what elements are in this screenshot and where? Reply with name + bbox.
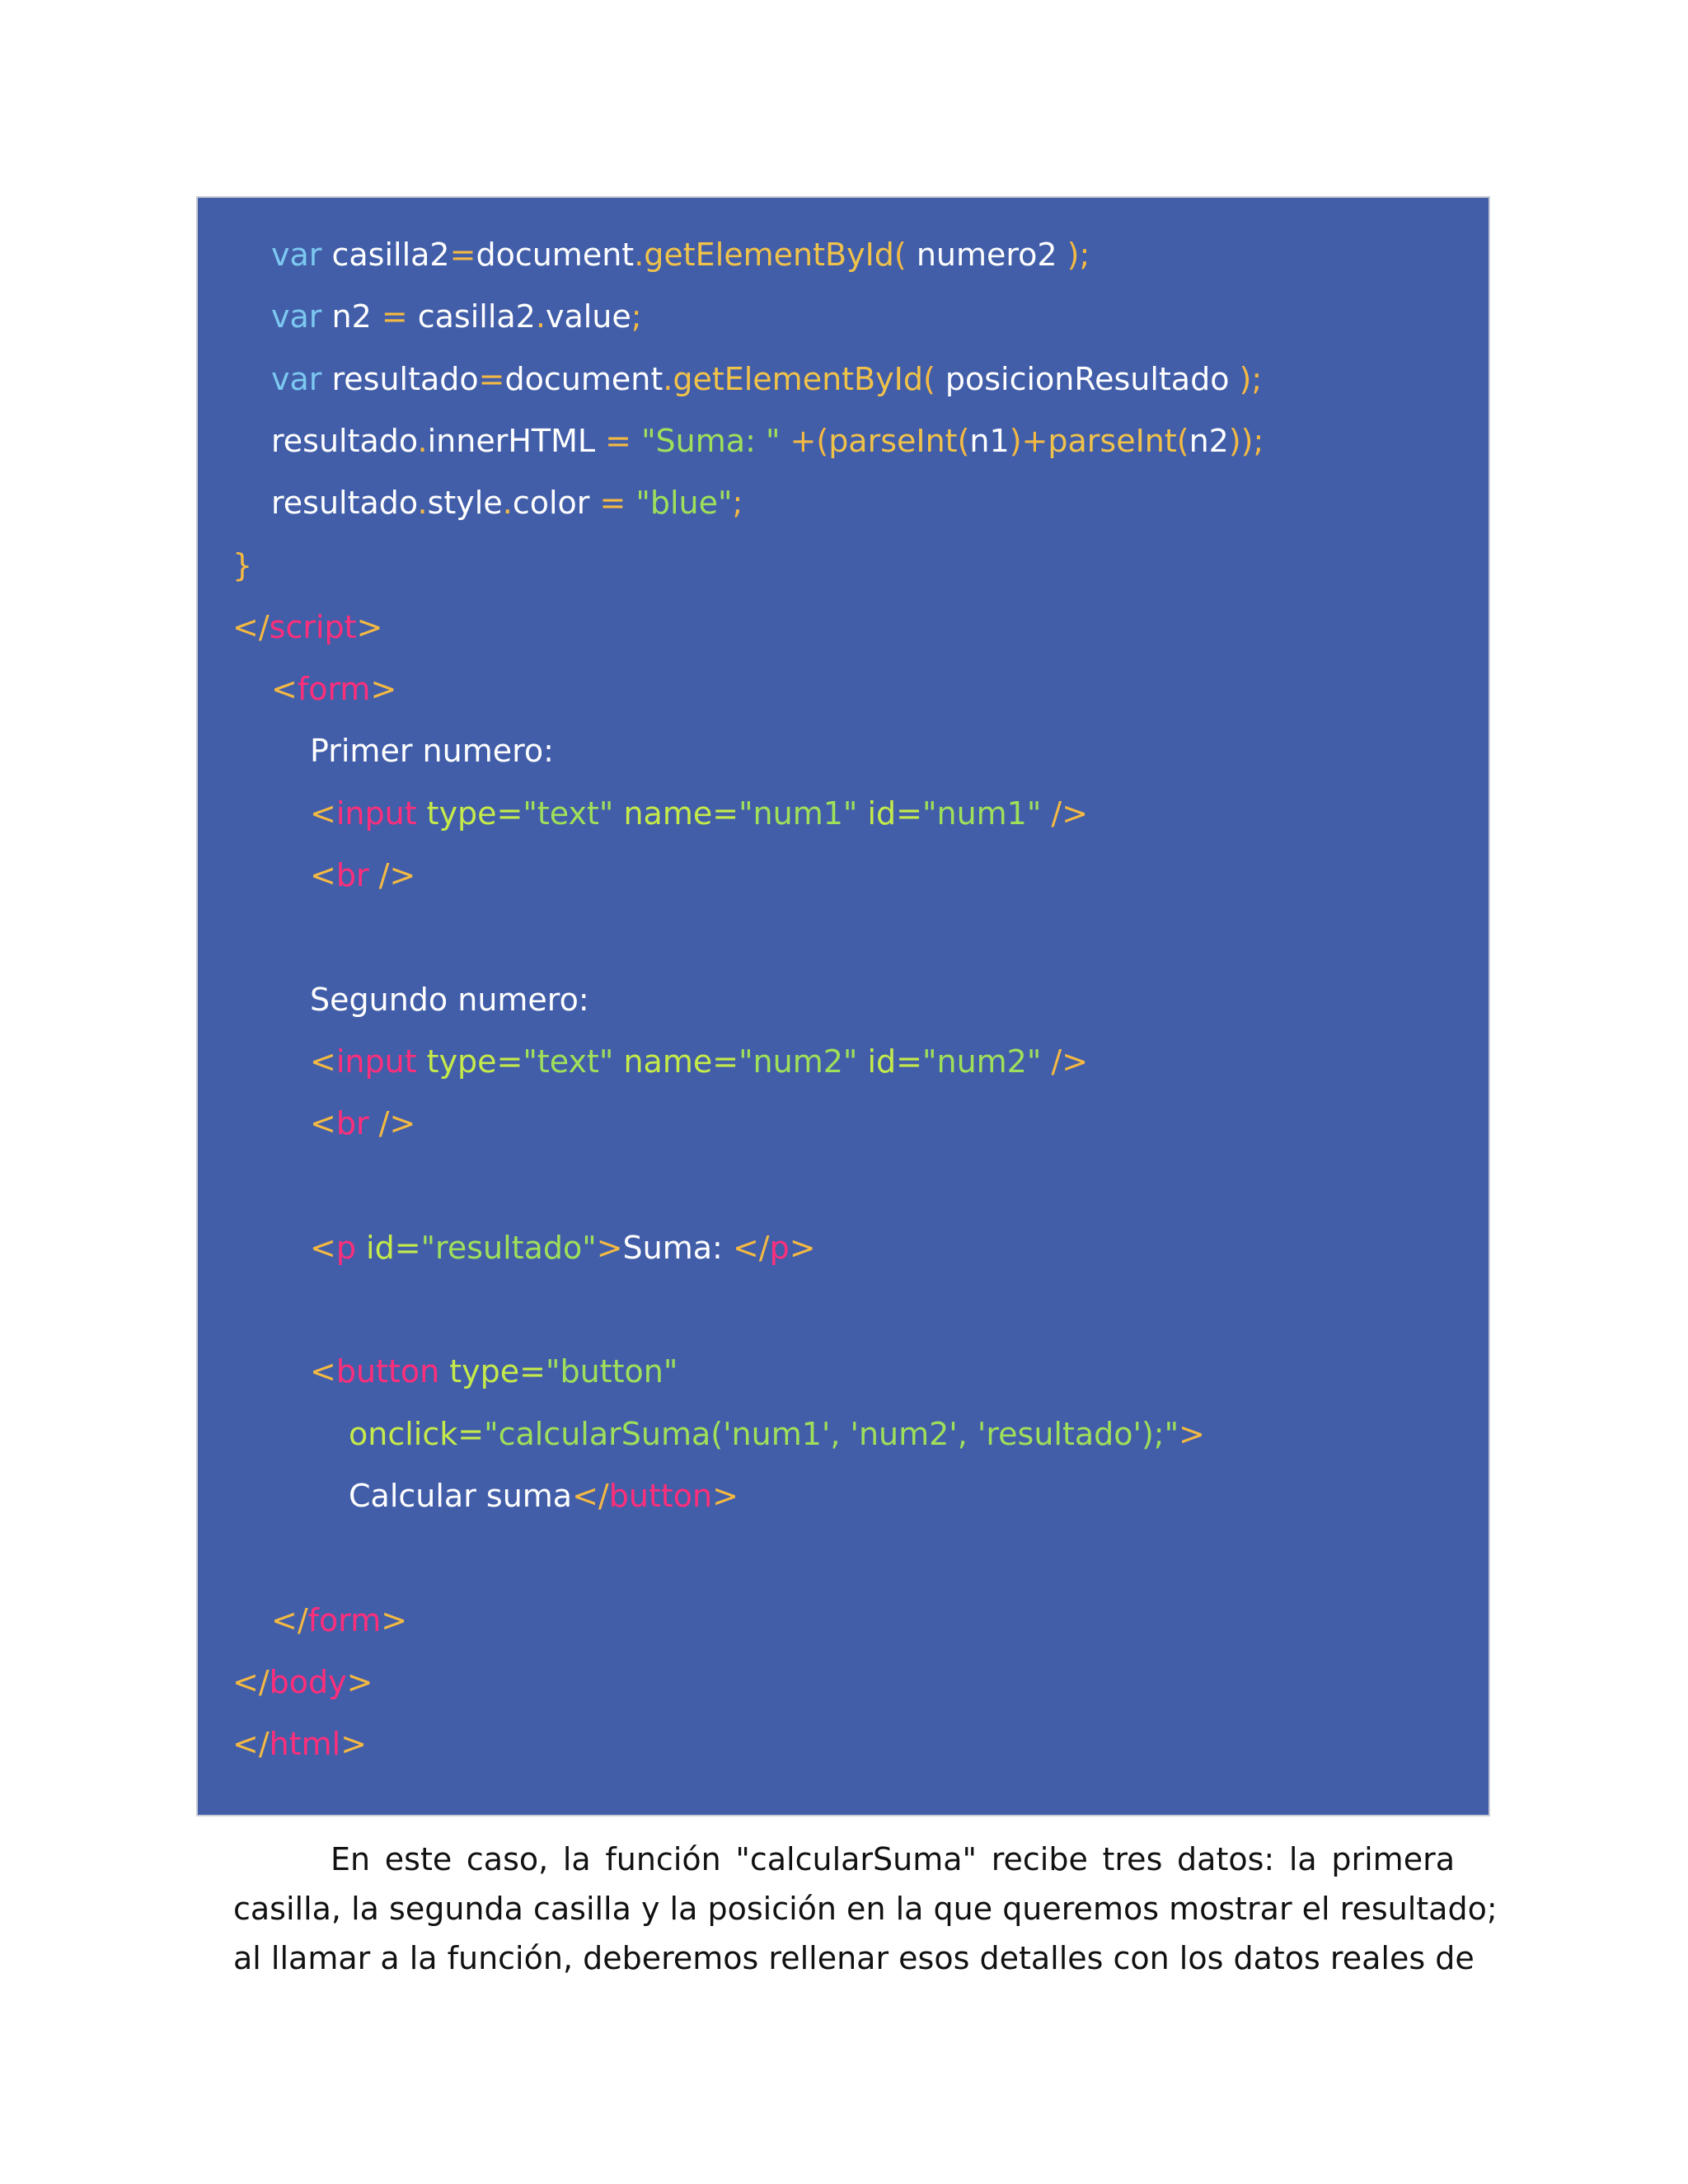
code-token-plain: numero2 (906, 237, 1067, 273)
code-token-attr: id= (857, 794, 922, 832)
code-token-tag: html (269, 1726, 341, 1763)
code-token-punct: < (310, 1229, 336, 1266)
code-line (310, 726, 554, 776)
code-token-attr: name= (613, 1043, 739, 1080)
code-token-punct: > (370, 671, 397, 708)
code-token-punct: /> (1041, 1043, 1089, 1080)
code-token-plain: Primer numero: (310, 733, 554, 770)
code-token-string: "resultado" (420, 1229, 597, 1266)
code-token-punct: } (232, 546, 253, 583)
code-token-tag: br (335, 857, 369, 893)
code-token-plain: n2 (1189, 422, 1229, 459)
code-token-string: "text" (523, 794, 614, 832)
code-token-punct: < (310, 1353, 336, 1390)
code-line (232, 1657, 373, 1707)
code-token-func: parseInt (1048, 422, 1177, 459)
code-token-attr: type= (416, 1043, 523, 1080)
code-token-tag: button (608, 1478, 713, 1514)
code-token-punct: > (381, 1601, 408, 1638)
code-token-string: "num1" (738, 794, 858, 832)
code-token-punct: /> (368, 857, 416, 893)
code-token-punct: > (356, 608, 383, 645)
code-token-punct: = (449, 237, 476, 273)
code-line (310, 851, 415, 900)
code-token-string: "calcularSuma('num1', 'num2', 'resultado');" (484, 1415, 1179, 1452)
code-token-punct: < (310, 1105, 336, 1142)
code-token-punct: </ (271, 1601, 308, 1638)
code-token-plain: n1 (969, 422, 1010, 459)
code-line (271, 478, 743, 527)
code-token-string: "Suma: " (641, 422, 781, 459)
code-token-func: parseInt (828, 422, 958, 459)
code-token-punct: = (381, 298, 408, 335)
code-token-plain: Suma: (622, 1229, 733, 1266)
code-token-punct: </ (232, 608, 270, 645)
code-line (232, 541, 252, 590)
code-token-attr: name= (613, 794, 739, 832)
code-token-punct: . (417, 485, 428, 522)
code-token-punct: = (478, 360, 505, 397)
code-token-punct: < (310, 1043, 336, 1080)
code-token-func: getElementById (644, 237, 894, 273)
code-token-punct: = (605, 422, 642, 459)
code-token-punct: ( (893, 237, 907, 273)
code-token-plain: style (427, 485, 503, 522)
code-line (349, 1471, 738, 1521)
code-token-attr: id= (857, 1043, 922, 1080)
code-token-punct: < (271, 671, 298, 708)
code-token-punct: ); (1067, 237, 1090, 273)
code-line (310, 1223, 816, 1272)
code-token-punct: . (634, 237, 645, 273)
code-token-punct: +( (780, 422, 829, 459)
code-token-keyword: var (271, 298, 322, 335)
code-token-plain: color (512, 485, 600, 522)
code-token-string: "num2" (738, 1043, 858, 1080)
paragraph-line: al llamar a la función, deberemos rellenar esos detalles con los datos reales de (233, 1940, 1475, 1976)
code-token-tag: body (269, 1663, 347, 1700)
code-token-punct: < (310, 794, 336, 832)
code-line (310, 1099, 415, 1148)
code-token-plain: casilla2 (321, 237, 450, 273)
paragraph-line: casilla, la segunda casilla y la posición en la que queremos mostrar el resultado; (233, 1891, 1498, 1927)
code-token-punct: ; (732, 485, 743, 522)
code-token-attr: type= (439, 1353, 546, 1390)
code-token-string: "num2" (922, 1043, 1042, 1080)
code-token-tag: script (269, 608, 357, 645)
code-token-tag: br (335, 1105, 369, 1142)
code-token-punct: ( (922, 360, 935, 397)
code-line (310, 975, 589, 1024)
code-token-plain: resultado (271, 485, 418, 522)
code-token-punct: = (599, 485, 636, 522)
code-token-string: "text" (523, 1043, 614, 1080)
code-line (310, 789, 1088, 838)
code-token-punct: > (789, 1229, 816, 1266)
code-token-keyword: var (271, 360, 322, 397)
code-line (232, 602, 382, 652)
code-line (271, 230, 1090, 279)
code-token-tag: input (335, 794, 417, 832)
code-block (196, 196, 1490, 1816)
code-line (232, 1719, 367, 1769)
code-token-tag: p (769, 1229, 790, 1266)
code-token-punct: . (535, 298, 546, 335)
code-token-plain: Segundo numero: (310, 981, 589, 1018)
code-token-plain: Calcular suma (349, 1478, 573, 1514)
code-token-plain: value (545, 298, 631, 335)
code-token-plain: n2 (321, 298, 382, 335)
code-line (271, 1596, 407, 1645)
code-token-tag: form (297, 671, 371, 708)
code-token-string: "button" (546, 1353, 678, 1390)
code-line (271, 292, 642, 341)
code-token-punct: > (346, 1663, 373, 1700)
paragraph-line: En este caso, la función "calcularSuma" recibe tres datos: la primera (331, 1841, 1455, 1877)
code-token-punct: ( (957, 422, 970, 459)
body-paragraph (233, 1835, 1498, 1983)
code-token-tag: form (307, 1601, 382, 1638)
code-token-attr: onclick= (349, 1415, 485, 1452)
code-token-tag: button (335, 1353, 440, 1390)
code-token-punct: > (596, 1229, 623, 1266)
code-token-punct: /> (368, 1105, 416, 1142)
code-token-plain: innerHTML (427, 422, 606, 459)
code-token-plain: resultado (321, 360, 479, 397)
code-token-plain: casilla2 (407, 298, 536, 335)
code-token-punct: . (663, 360, 673, 397)
code-token-punct: ; (631, 298, 642, 335)
code-token-punct: </ (232, 1663, 270, 1700)
code-token-plain: document (476, 237, 635, 273)
code-token-punct: </ (232, 1726, 270, 1763)
code-token-punct: </ (732, 1229, 770, 1266)
code-token-punct: ( (1176, 422, 1189, 459)
code-token-string: "num1" (922, 794, 1042, 832)
code-token-punct: > (1179, 1415, 1205, 1452)
code-line (349, 1409, 1205, 1459)
code-token-plain: resultado (271, 422, 418, 459)
code-token-attr: type= (416, 794, 523, 832)
code-line (271, 416, 1264, 466)
code-token-punct: /> (1041, 794, 1089, 832)
code-token-punct: > (340, 1726, 368, 1763)
code-token-keyword: var (271, 237, 322, 273)
code-token-tag: p (335, 1229, 356, 1266)
code-line (310, 1347, 678, 1396)
code-token-punct: < (310, 857, 336, 893)
code-token-tag: input (335, 1043, 417, 1080)
code-token-punct: > (712, 1478, 738, 1514)
code-token-punct: . (417, 422, 428, 459)
code-token-punct: ); (1239, 360, 1263, 397)
code-line (271, 664, 396, 714)
code-line (310, 1037, 1088, 1086)
code-token-punct: )+ (1009, 422, 1048, 459)
code-token-punct: </ (572, 1478, 609, 1514)
code-token-attr: id= (355, 1229, 421, 1266)
code-token-punct: )); (1228, 422, 1264, 459)
code-token-plain: document (504, 360, 663, 397)
code-token-punct: . (502, 485, 513, 522)
code-line (271, 354, 1262, 404)
code-token-string: "blue" (635, 485, 733, 522)
code-token-func: getElementById (673, 360, 923, 397)
code-token-plain: posicionResultado (935, 360, 1240, 397)
